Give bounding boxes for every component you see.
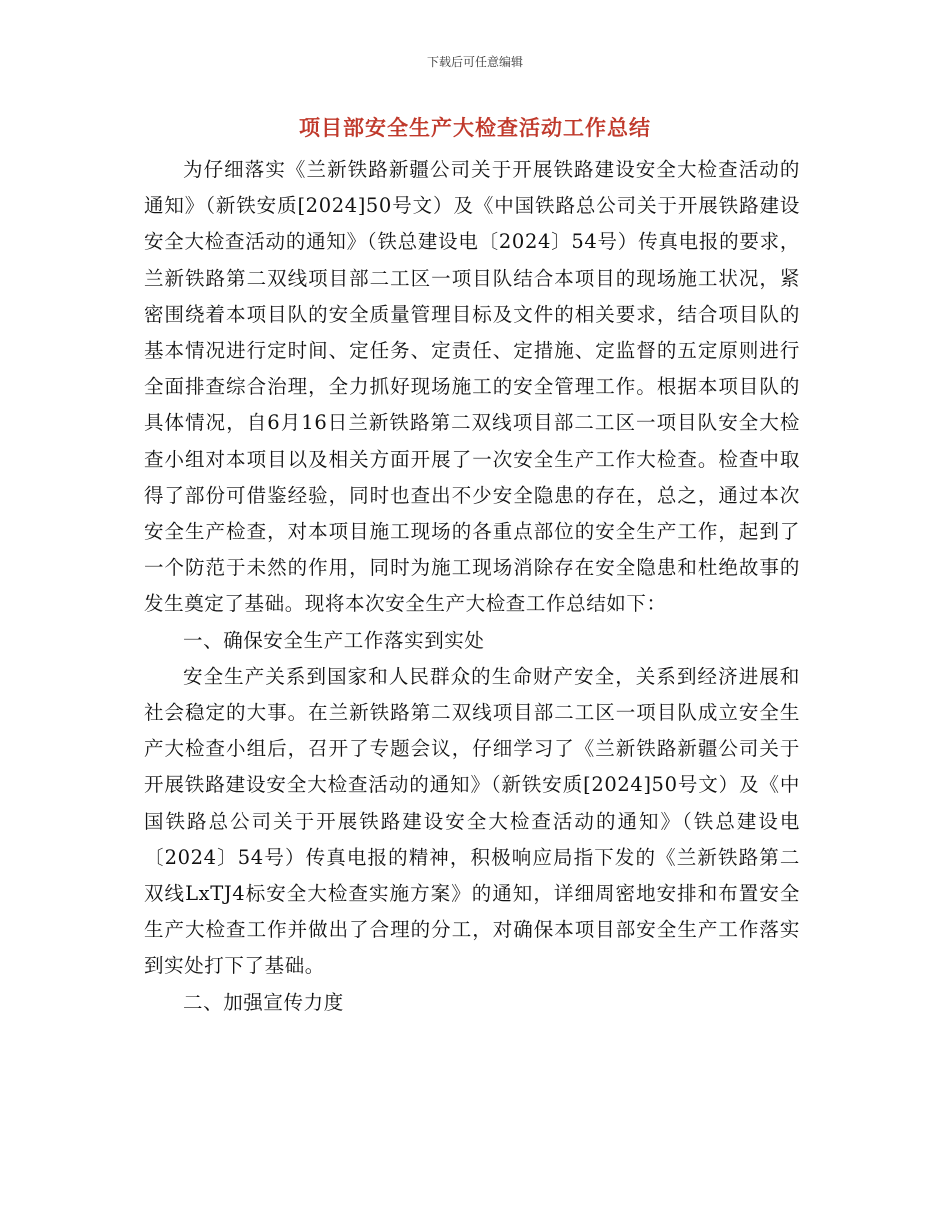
section-1-paragraph: 安全生产关系到国家和人民群众的生命财产安全，关系到经济进展和社会稳定的大事。在兰新铁路第二双线项目部二工区一项目队成立安全生产大检查小组后，召开了专题会议，仔细学习了《兰新铁路新疆公司关于开展铁路建设安全大检查活动的通知》（新铁安质[2024]50号文）及《中国铁路总公司关于开展铁路建设安全大检查活动的通知》（铁总建设电〔2024〕54号）传真电报的精神，积极响应局指下发的《兰新铁路第二双线LxTJ4标安全大检查实施方案》的通知，详细周密地安排和布置安全生产大检查工作并做出了合理的分工，对确保本项目部安全生产工作落实到实处打下了基础。 xyxy=(144,664,800,978)
document-body xyxy=(144,152,800,1021)
page-header-note: 下载后可任意编辑 xyxy=(426,55,523,69)
section-heading-2: 二、加强宣传力度 xyxy=(183,990,344,1014)
intro-paragraph: 为仔细落实《兰新铁路新疆公司关于开展铁路建设安全大检查活动的通知》（新铁安质[2024]50号文）及《中国铁路总公司关于开展铁路建设安全大检查活动的通知》（铁总建设电〔2024〕54号）传真电报的要求，兰新铁路第二双线项目部二工区一项目队结合本项目的现场施工状况，紧密围绕着本项目队的安全质量管理目标及文件的相关要求，结合项目队的基本情况进行定时间、定任务、定责任、定措施、定监督的五定原则进行全面排查综合治理，全力抓好现场施工的安全管理工作。根据本项目队的具体情况，自6月16日兰新铁路第二双线项目部二工区一项目队安全大检查小组对本项目以及相关方面开展了一次安全生产工作大检查。检查中取得了部份可借鉴经验，同时也查出不少安全隐患的存在，总之，通过本次安全生产检查，对本项目施工现场的各重点部位的安全生产工作，起到了一个防范于未然的作用，同时为施工现场消除存在安全隐患和杜绝故事的发生奠定了基础。现将本次安全生产大检查工作总结如下： xyxy=(144,158,800,616)
section-heading-1: 一、确保安全生产工作落实到实处 xyxy=(183,628,485,652)
document-title: 项目部安全生产大检查活动工作总结 xyxy=(299,115,651,140)
